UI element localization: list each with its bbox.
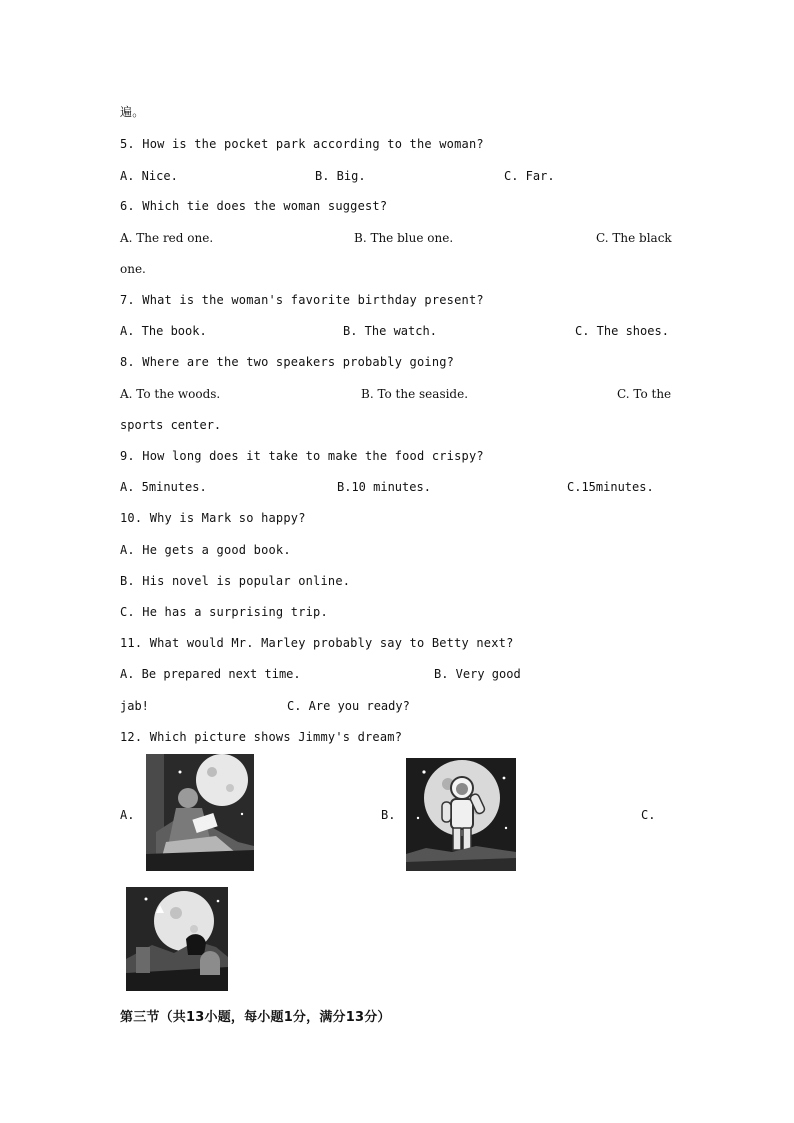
question-12-option-c: C.: [641, 808, 656, 822]
section-title: 第三节（共13小题，每小题1分，满分13分）: [120, 1010, 391, 1025]
question-10-option-a: A. He gets a good book.: [120, 543, 291, 557]
question-8-option-c-continued: sports center.: [120, 418, 222, 432]
question-7-option-a: A. The book.: [120, 324, 207, 338]
picture-a-image: [146, 754, 254, 871]
question-5-stem: 5. How is the pocket park according to the woman?: [120, 137, 484, 151]
question-6-option-c-continued: one.: [120, 262, 146, 276]
question-7-option-c: C. The shoes.: [575, 324, 669, 338]
question-9-option-c: C.15minutes.: [567, 480, 654, 494]
question-8-option-a: A. To the woods.: [120, 387, 221, 401]
question-5-option-c: C. Far.: [504, 169, 555, 183]
question-6-option-c: C. The black: [596, 231, 672, 245]
question-5-option-b: B. Big.: [315, 169, 366, 183]
fragment-text: 遍。: [120, 105, 145, 119]
question-6-stem: 6. Which tie does the woman suggest?: [120, 199, 388, 213]
question-10-option-b: B. His novel is popular online.: [120, 574, 351, 588]
question-8-option-c: C. To the: [617, 387, 672, 401]
question-12-option-a: A.: [120, 808, 135, 822]
question-7-stem: 7. What is the woman's favorite birthday present?: [120, 293, 484, 307]
question-9-option-b: B.10 minutes.: [337, 480, 431, 494]
question-11-option-b: B. Very good: [434, 667, 521, 681]
question-6-option-a: A. The red one.: [120, 231, 214, 245]
picture-b-image: [406, 758, 516, 871]
question-10-stem: 10. Why is Mark so happy?: [120, 511, 306, 525]
question-6-option-b: B. The blue one.: [354, 231, 454, 245]
question-12-option-b: B.: [381, 808, 396, 822]
question-9-stem: 9. How long does it take to make the food crispy?: [120, 449, 484, 463]
question-11-option-b-continued: jab!: [120, 699, 149, 713]
question-12-stem: 12. Which picture shows Jimmy's dream?: [120, 730, 403, 744]
question-11-option-a: A. Be prepared next time.: [120, 667, 301, 681]
question-10-option-c: C. He has a surprising trip.: [120, 605, 328, 619]
question-7-option-b: B. The watch.: [343, 324, 437, 338]
picture-c-image: [126, 887, 228, 991]
question-11-option-c: C. Are you ready?: [287, 699, 410, 713]
question-9-option-a: A. 5minutes.: [120, 480, 207, 494]
question-11-stem: 11. What would Mr. Marley probably say to Betty next?: [120, 636, 514, 650]
question-8-stem: 8. Where are the two speakers probably going?: [120, 355, 455, 369]
question-5-option-a: A. Nice.: [120, 169, 178, 183]
question-8-option-b: B. To the seaside.: [361, 387, 469, 401]
